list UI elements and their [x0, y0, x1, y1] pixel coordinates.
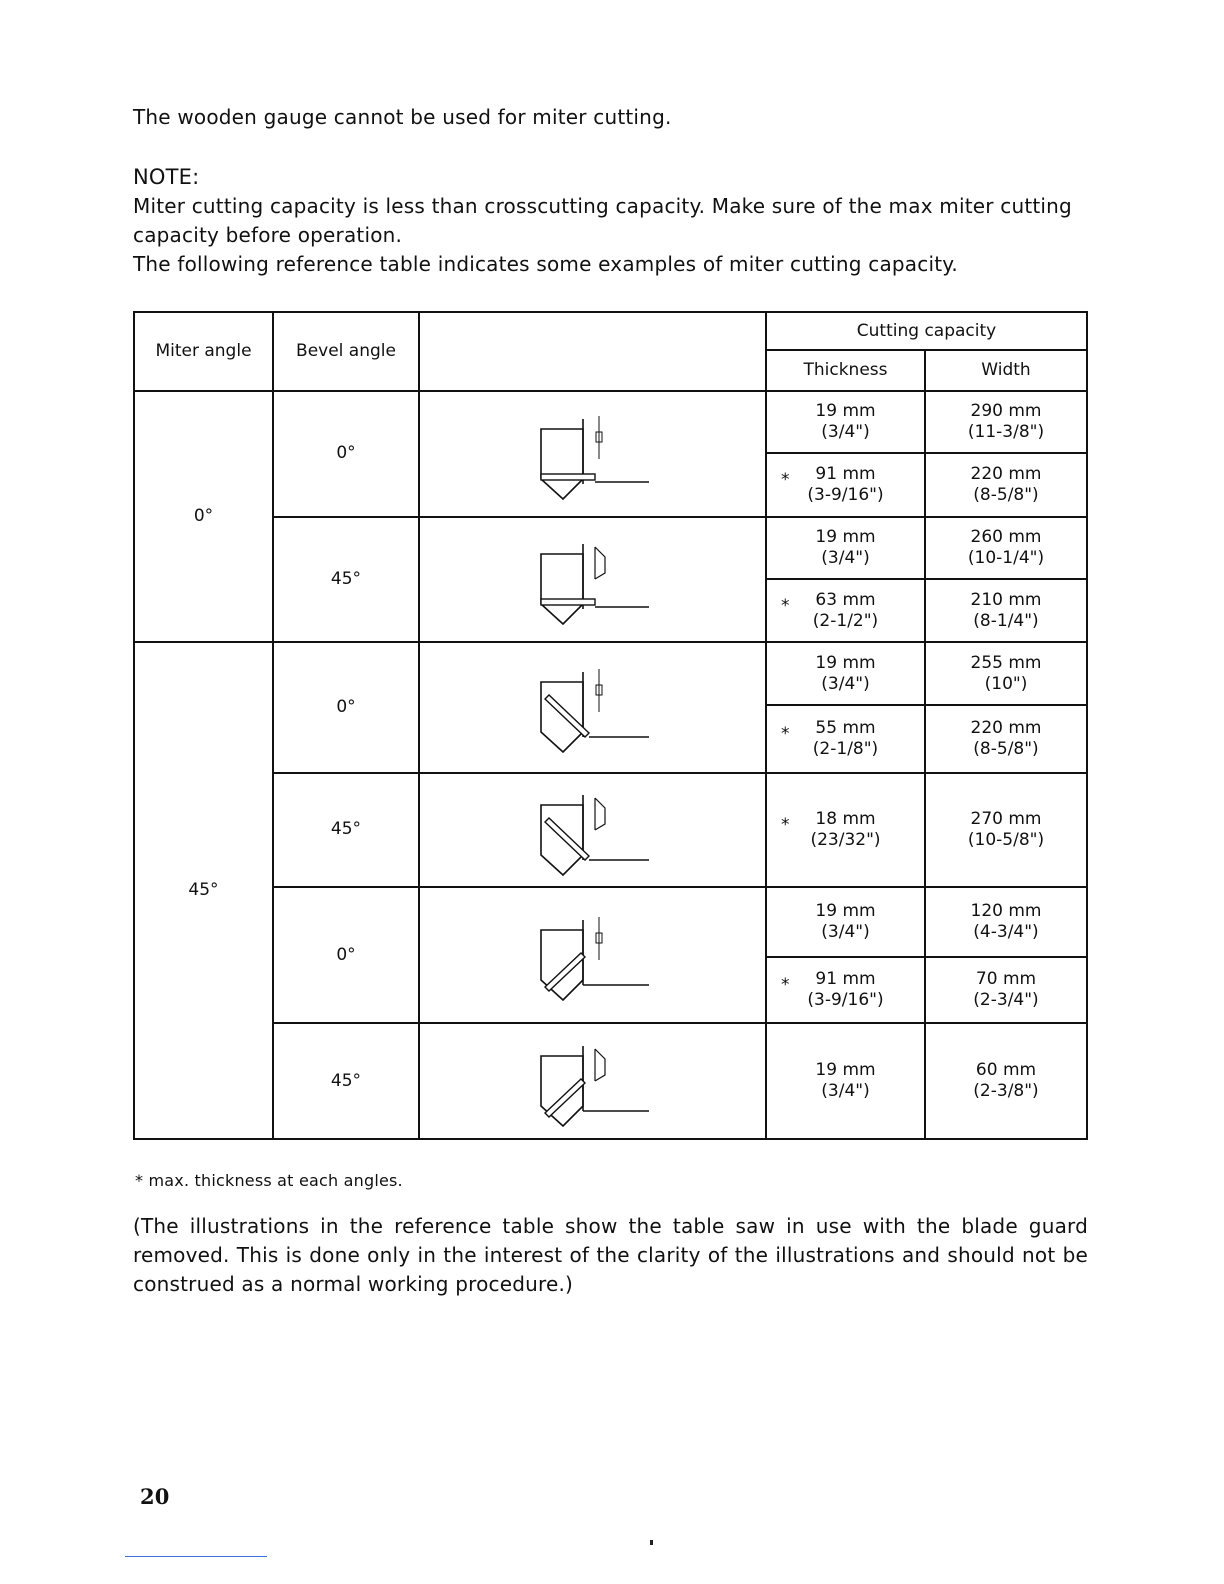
saw-illustration [419, 642, 766, 772]
thickness-cell: 19 mm (3/4") [766, 1023, 925, 1139]
saw-illustration-icon [533, 905, 653, 1005]
thickness-cell: * 18 mm (23/32") [766, 773, 925, 887]
saw-illustration [419, 773, 766, 887]
footnote: * max. thickness at each angles. [135, 1171, 403, 1190]
header-illustration [419, 312, 766, 391]
width-cell: 270 mm (10-5/8") [925, 773, 1087, 887]
bottom-rule [125, 1556, 267, 1557]
bevel-angle-cell: 45° [273, 1023, 419, 1139]
saw-illustration [419, 887, 766, 1023]
thickness-cell: 19 mm (3/4") [766, 887, 925, 957]
width-cell: 290 mm (11-3/8") [925, 391, 1087, 453]
thickness-cell: * 63 mm (2-1/2") [766, 579, 925, 642]
bevel-angle-cell: 0° [273, 391, 419, 516]
saw-illustration-icon [533, 657, 653, 757]
saw-illustration-icon [533, 1031, 653, 1131]
miter-angle-cell: 0° [134, 391, 273, 642]
width-cell: 120 mm (4-3/4") [925, 887, 1087, 957]
bevel-angle-cell: 0° [273, 887, 419, 1023]
max-thickness-marker: * [781, 814, 790, 835]
header-miter-angle: Miter angle [134, 312, 273, 391]
bevel-angle-cell: 0° [273, 642, 419, 772]
header-cutting-capacity: Cutting capacity [766, 312, 1087, 350]
max-thickness-marker: * [781, 975, 790, 996]
saw-illustration [419, 391, 766, 516]
thickness-cell: 19 mm (3/4") [766, 517, 925, 579]
saw-illustration-icon [533, 529, 653, 629]
saw-illustration [419, 517, 766, 642]
thickness-cell: * 91 mm (3-9/16") [766, 453, 925, 516]
max-thickness-marker: * [781, 470, 790, 491]
page-number: 20 [140, 1484, 170, 1509]
thickness-cell: 19 mm (3/4") [766, 642, 925, 705]
saw-illustration-icon [533, 780, 653, 880]
bevel-angle-cell: 45° [273, 773, 419, 887]
miter-angle-cell: 45° [134, 642, 273, 1139]
width-cell: 70 mm (2-3/4") [925, 957, 1087, 1023]
bevel-angle-cell: 45° [273, 517, 419, 642]
width-cell: 260 mm (10-1/4") [925, 517, 1087, 579]
stray-mark [650, 1540, 653, 1545]
width-cell: 220 mm (8-5/8") [925, 705, 1087, 772]
thickness-cell: * 55 mm (2-1/8") [766, 705, 925, 772]
width-cell: 210 mm (8-1/4") [925, 579, 1087, 642]
intro-text: The wooden gauge cannot be used for miter cutting. [133, 105, 672, 129]
cutting-capacity-table [133, 311, 1088, 1140]
reference-intro: The following reference table indicates some examples of miter cutting capacity. [133, 252, 958, 276]
width-cell: 60 mm (2-3/8") [925, 1023, 1087, 1139]
width-cell: 255 mm (10") [925, 642, 1087, 705]
saw-illustration-icon [533, 404, 653, 504]
disclaimer-paragraph: (The illustrations in the reference table show the table saw in use with the blade guard removed. This is done only in the interest of the clarity of the illustrations and should not be construed as a normal working procedure.) [133, 1214, 1088, 1296]
header-bevel-angle: Bevel angle [273, 312, 419, 391]
width-cell: 220 mm (8-5/8") [925, 453, 1087, 516]
max-thickness-marker: * [781, 595, 790, 616]
thickness-cell: * 91 mm (3-9/16") [766, 957, 925, 1023]
saw-illustration [419, 1023, 766, 1139]
note-body: Miter cutting capacity is less than crosscutting capacity. Make sure of the max miter cutting capacity before operation. [133, 194, 1072, 247]
thickness-cell: 19 mm (3/4") [766, 391, 925, 453]
header-width: Width [925, 350, 1087, 391]
note-label: NOTE: [133, 165, 200, 189]
max-thickness-marker: * [781, 723, 790, 744]
header-thickness: Thickness [766, 350, 925, 391]
